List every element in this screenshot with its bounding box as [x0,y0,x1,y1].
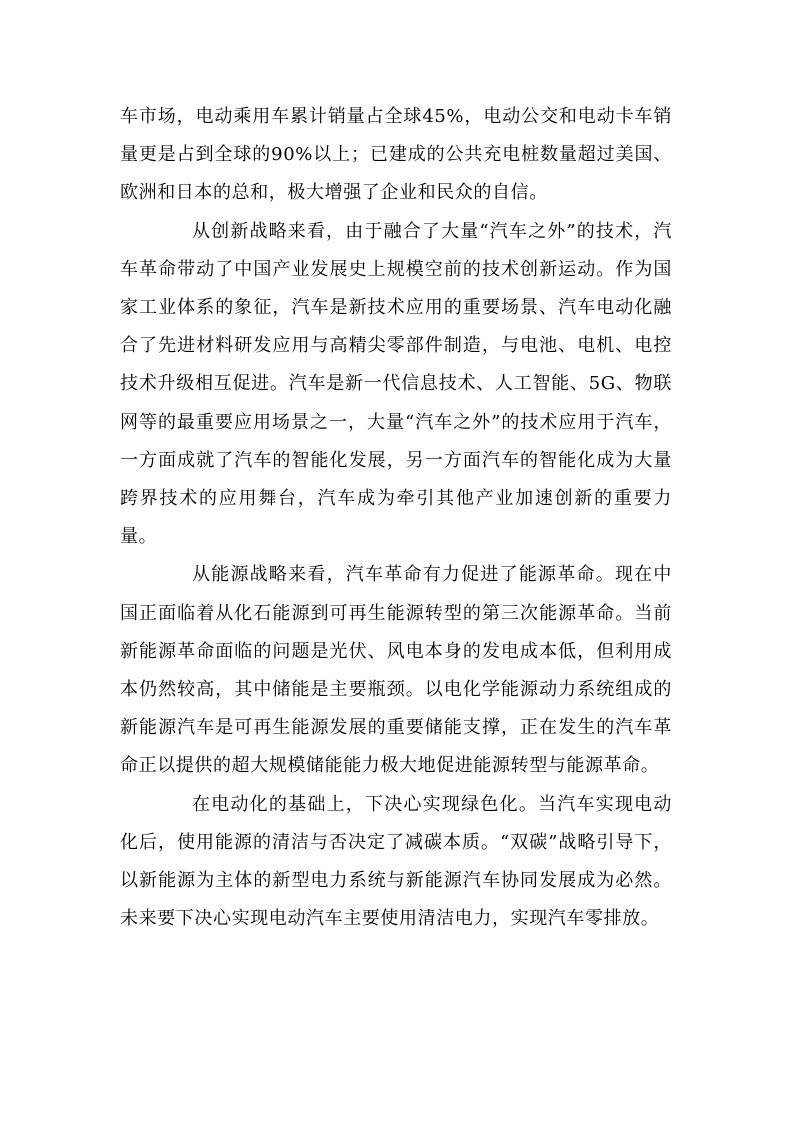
paragraph-energy-strategy: 从能源战略来看，汽车革命有力促进了能源革命。现在中国正面临着从化石能源到可再生能源转型的第三次能源革命。当前新能源革命面临的问题是光伏、风电本身的发电成本低，但利用成本仍然较高，其中储能是主要瓶颈。以电化学能源动力系统组成的新能源汽车是可再生能源发展的重要储能支撑，正在发生的汽车革命正以提供的超大规模储能能力极大地促进能源转型与能源革命。 [120,564,672,777]
paragraph-innovation-strategy: 从创新战略来看，由于融合了大量“汽车之外”的技术，汽车革命带动了中国产业发展史上规模空前的技术创新运动。作为国家工业体系的象征，汽车是新技术应用的重要场景、汽车电动化融合了先进材料研发应用与高精尖零部件制造，与电池、电机、电控技术升级相互促进。汽车是新一代信息技术、人工智能、5G、物联网等的最重要应用场景之一，大量“汽车之外”的技术应用于汽车，一方面成就了汽车的智能化发展，另一方面汽车的智能化成为大量跨界技术的应用舞台，汽车成为牵引其他产业加速创新的重要力量。 [120,220,672,548]
paragraph-green-electrification: 在电动化的基础上，下决心实现绿色化。当汽车实现电动化后，使用能源的清洁与否决定了减碳本质。“双碳”战略引导下，以新能源为主体的新型电力系统与新能源汽车协同发展成为必然。未来要下决心实现电动汽车主要使用清洁电力，实现汽车零排放。 [120,793,672,930]
paragraph-continued-market-stats: 车市场，电动乘用车累计销量占全球45%，电动公交和电动卡车销量更是占到全球的90%以上；已建成的公共充电桩数量超过美国、欧洲和日本的总和，极大增强了企业和民众的自信。 [120,106,672,204]
document-body [120,98,672,938]
